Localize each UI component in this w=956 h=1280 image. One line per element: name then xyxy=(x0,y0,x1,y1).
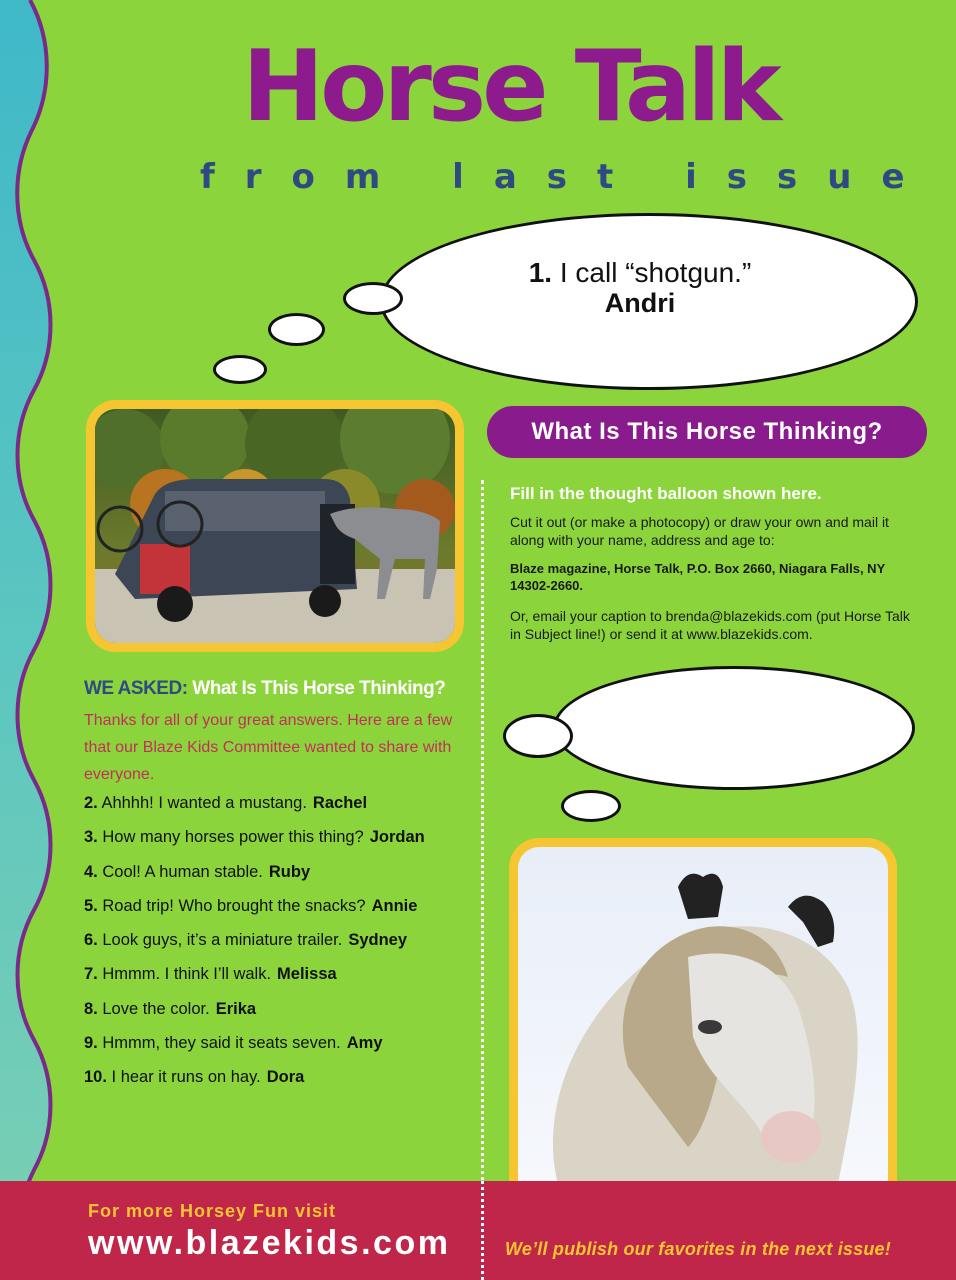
mailing-address: Blaze magazine, Horse Talk, P.O. Box 2660, Niagara Falls, NY 14302-2660. xyxy=(510,561,886,593)
answer-text: How many horses power this thing? xyxy=(97,828,364,847)
thought-bubble-empty-1 xyxy=(503,714,573,758)
thought-bubble-small-1 xyxy=(343,282,403,315)
answer-number: 5. xyxy=(84,896,98,915)
featured-answer-text: I call “shotgun.” xyxy=(552,257,752,288)
footer-tagline: For more Horsey Fun visit xyxy=(88,1201,337,1221)
we-asked-question: What Is This Horse Thinking? xyxy=(187,678,446,699)
answer-number: 3. xyxy=(84,828,98,847)
van-horse-illustration xyxy=(95,409,455,643)
thought-balloon-empty xyxy=(553,666,915,790)
column-divider xyxy=(481,480,484,1260)
featured-answer-number: 1. xyxy=(528,257,553,288)
list-item xyxy=(84,863,425,897)
footer-divider xyxy=(481,1181,484,1280)
list-item xyxy=(84,897,425,931)
answer-number: 9. xyxy=(84,1034,98,1053)
answer-number: 8. xyxy=(84,999,98,1018)
pony-gloves-photo xyxy=(509,838,897,1184)
contest-heading: Fill in the thought balloon shown here. xyxy=(510,484,822,503)
answer-name: Jordan xyxy=(369,828,425,847)
answer-name: Ruby xyxy=(268,862,311,881)
answers-list xyxy=(84,794,425,1103)
van-horse-photo xyxy=(86,400,464,652)
answer-number: 7. xyxy=(84,965,98,984)
thought-bubble-small-3 xyxy=(213,355,267,384)
featured-answer xyxy=(460,258,820,318)
answer-name: Melissa xyxy=(277,965,337,984)
we-asked-label: WE ASKED: xyxy=(84,678,188,699)
answer-text: Hmmm. I think I’ll walk. xyxy=(97,965,272,984)
answer-name: Sydney xyxy=(348,931,408,950)
list-item xyxy=(84,794,425,828)
contest-instructions: Cut it out (or make a photocopy) or draw your own and mail it along with your name, address and age to: xyxy=(510,514,889,549)
footer-url-link[interactable]: www.blazekids.com xyxy=(88,1224,451,1262)
answer-name: Rachel xyxy=(312,794,368,812)
answer-name: Annie xyxy=(371,896,418,915)
email-instructions: Or, email your caption to brenda@blazekids.com (put Horse Talk in Subject line!) or send it at www.blazekids.com. xyxy=(510,608,910,643)
list-item xyxy=(84,828,425,862)
answer-text: Road trip! Who brought the snacks? xyxy=(97,896,366,915)
answer-name: Erika xyxy=(215,999,257,1018)
list-item xyxy=(84,1068,425,1102)
answer-number: 2. xyxy=(84,794,98,812)
answer-name: Amy xyxy=(346,1034,383,1053)
we-asked-heading xyxy=(84,678,445,700)
list-item xyxy=(84,1034,425,1068)
thought-bubble-empty-2 xyxy=(561,790,621,822)
page-subtitle: from last issue xyxy=(200,157,935,197)
answer-name: Dora xyxy=(266,1068,305,1087)
answer-number: 6. xyxy=(84,931,98,950)
answer-text: Look guys, it’s a miniature trailer. xyxy=(97,931,343,950)
we-asked-intro: Thanks for all of your great answers. Here are a few that our Blaze Kids Committee wanted to share with everyone. xyxy=(84,712,453,784)
pony-illustration xyxy=(518,847,888,1184)
thought-bubble-small-2 xyxy=(268,313,325,346)
answer-text: Hmmm, they said it seats seven. xyxy=(97,1034,341,1053)
answer-number: 4. xyxy=(84,862,98,881)
answer-number: 10. xyxy=(84,1068,107,1087)
page-title: Horse Talk xyxy=(242,30,778,144)
contest-banner: What Is This Horse Thinking? xyxy=(487,406,927,458)
answer-text: Cool! A human stable. xyxy=(97,862,263,881)
answer-text: I hear it runs on hay. xyxy=(106,1068,261,1087)
answer-text: Love the color. xyxy=(97,999,210,1018)
list-item xyxy=(84,931,425,965)
answer-text: Ahhhh! I wanted a mustang. xyxy=(97,794,307,812)
footer-publish-note: We’ll publish our favorites in the next issue! xyxy=(505,1239,891,1259)
list-item xyxy=(84,965,425,999)
featured-answer-name: Andri xyxy=(604,287,676,318)
list-item xyxy=(84,1000,425,1034)
